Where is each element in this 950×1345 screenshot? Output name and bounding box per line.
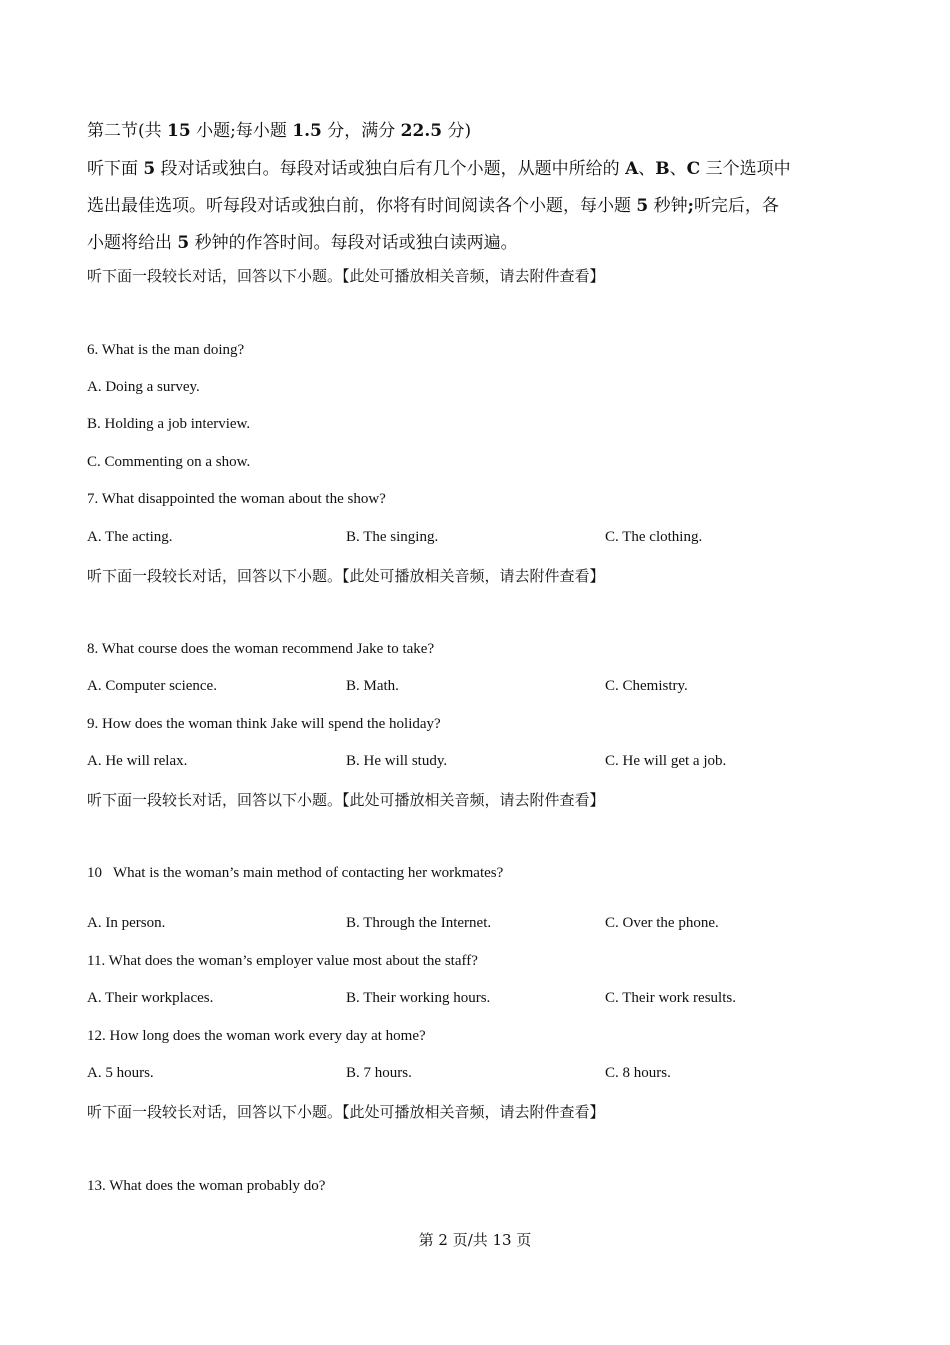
option-8c: C. Chemistry. [605,678,688,694]
option-10a: A. In person. [87,915,166,931]
option-6b: B. Holding a job interview. [87,416,251,432]
option-8b: B. Math. [346,678,399,694]
audio-note: 听下面一段较长对话，回答以下小题。【此处可播放相关音频，请去附件查看】 [87,1103,605,1121]
option-11c: C. Their work results. [605,990,736,1006]
question-10: 10 What is the woman’s main method of contacting her workmates? [87,865,504,881]
instruction-line-2: 选出最佳选项。听每段对话或独白前，你将有时间阅读各个小题，每小题 5 秒钟;听完后，各 [87,196,779,216]
option-9a: A. He will relax. [87,753,188,769]
option-12b: B. 7 hours. [346,1065,412,1081]
section-title: 第二节(共 15 小题;每小题 1.5 分，满分 22.5 分) [87,121,472,141]
question-8: 8. What course does the woman recommend Jake to take? [87,641,435,657]
option-6c: C. Commenting on a show. [87,454,251,470]
option-10b: B. Through the Internet. [346,915,492,931]
audio-note: 听下面一段较长对话，回答以下小题。【此处可播放相关音频，请去附件查看】 [87,791,605,809]
option-6a: A. Doing a survey. [87,379,200,395]
option-12a: A. 5 hours. [87,1065,154,1081]
option-12c: C. 8 hours. [605,1065,671,1081]
option-7c: C. The clothing. [605,529,703,545]
option-7a: A. The acting. [87,529,173,545]
question-7: 7. What disappointed the woman about the show? [87,491,386,507]
option-9c: C. He will get a job. [605,753,727,769]
question-9: 9. How does the woman think Jake will spend the holiday? [87,716,441,732]
option-7b: B. The singing. [346,529,439,545]
audio-note: 听下面一段较长对话，回答以下小题。【此处可播放相关音频，请去附件查看】 [87,567,605,585]
option-11b: B. Their working hours. [346,990,491,1006]
question-13: 13. What does the woman probably do? [87,1178,326,1194]
option-9b: B. He will study. [346,753,448,769]
option-11a: A. Their workplaces. [87,990,214,1006]
instruction-line-3: 小题将给出 5 秒钟的作答时间。每段对话或独白读两遍。 [87,233,518,253]
question-12: 12. How long does the woman work every day at home? [87,1028,426,1044]
instruction-line-1: 听下面 5 段对话或独白。每段对话或独白后有几个小题，从题中所给的 A、B、C 三个选项中 [87,159,791,179]
audio-note: 听下面一段较长对话，回答以下小题。【此处可播放相关音频，请去附件查看】 [87,267,605,285]
question-6: 6. What is the man doing? [87,342,245,358]
option-10c: C. Over the phone. [605,915,719,931]
question-11: 11. What does the woman’s employer value most about the staff? [87,953,478,969]
option-8a: A. Computer science. [87,678,217,694]
page-footer: 第 2 页/共 13 页 [418,1231,532,1249]
